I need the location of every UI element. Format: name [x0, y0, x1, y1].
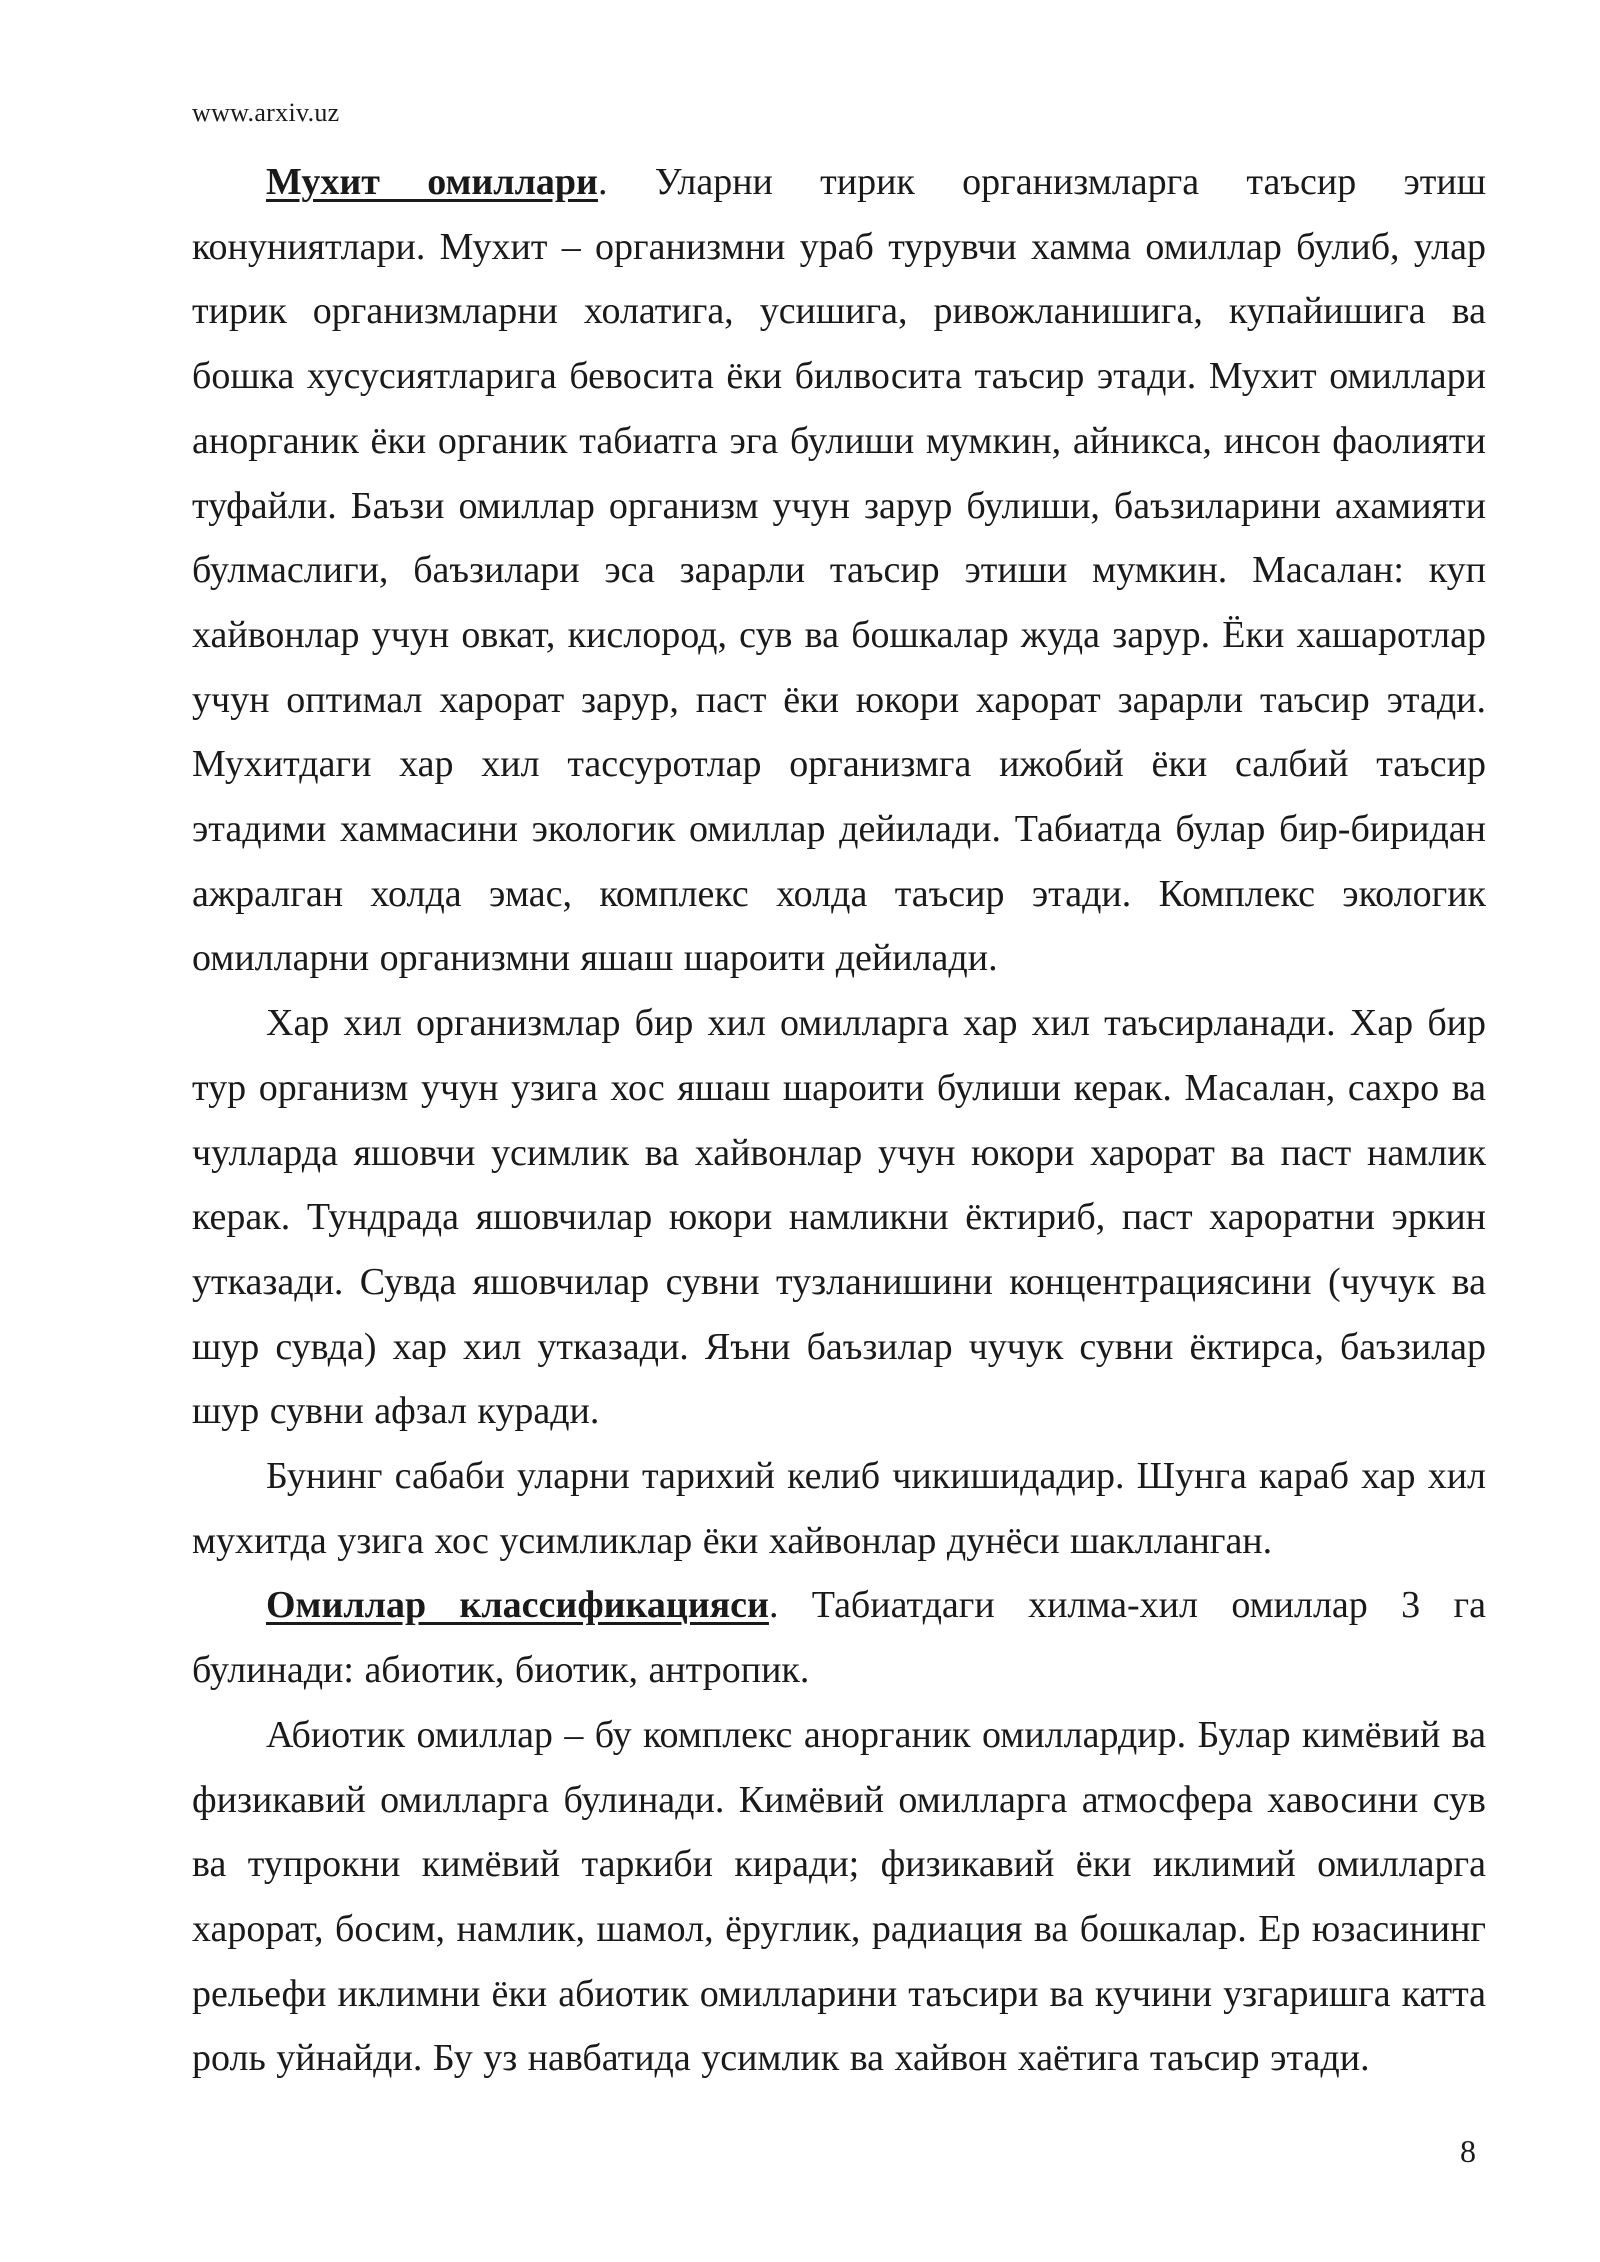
- paragraph-text: Табиатдаги хилма-хил омиллар 3 га булинади: абиотик, биотик, антропик.: [192, 1584, 1486, 1692]
- site-header[interactable]: www.arxiv.uz: [192, 98, 340, 127]
- paragraph-text: Абиотик омиллар – бу комплекс анорганик омиллардир. Булар кимёвий ва физикавий омилларга булинади. Кимёвий омилларга атмосфера хавосини сув ва тупрокни кимёвий таркиби киради; физикавий ёки иклимий омилларга харорат, босим, намлик, шамол, ёруглик, радиация ва бошкалар. Ер юзасининг рельефи иклимни ёки абиотик омилларини таъсири ва кучини узгаришга катта роль уйнайди. Бу уз навбатида усимлик ва хайвон хаётига таъсир этади.: [192, 1713, 1486, 2080]
- paragraph-environment-factors: [192, 150, 1486, 991]
- paragraph-text: Бунинг сабаби уларни тарихий келиб чикишидадир. Шунга караб хар хил мухитда узига хос усимликлар ёки хайвонлар дунёси шаклланган.: [192, 1455, 1486, 1562]
- heading-punctuation: .: [768, 1584, 779, 1627]
- paragraph-historical-origin: [192, 1444, 1486, 1573]
- paragraph-organism-responses: [192, 991, 1486, 1444]
- paragraph-text: Хар хил организмлар бир хил омилларга хар хил таъсирланади. Хар бир тур организм учун узига хос яшаш шароити булиши керак. Масалан, сахро ва чулларда яшовчи усимлик ва хайвонлар учун юкори харорат ва паст намлик керак. Тундрада яшовчилар юкори намликни ёктириб, паст хароратни эркин утказади. Сувда яшовчилар сувни тузланишини концентрациясини (чучук ва шур сувда) хар хил утказади. Яъни баъзилар чучук сувни ёктирса, баъзилар шур сувни афзал куради.: [192, 1002, 1486, 1433]
- paragraph-abiotic-factors: [192, 1703, 1486, 2091]
- section-heading-factor-classification: Омиллар классификацияси: [266, 1584, 769, 1627]
- section-heading-environment-factors: Мухит омиллари: [266, 161, 598, 203]
- document-body: [192, 150, 1486, 2091]
- paragraph-text: Уларни тирик организмларга таъсир этиш конуниятлари. Мухит – организмни ураб турувчи хамма омиллар булиб, улар тирик организмларни холатига, усишига, ривожланишига, купайишига ва бошка хусусиятларига бевосита ёки билвосита таъсир этади. Мухит омиллари анорганик ёки органик табиатга эга булиши мумкин, айникса, инсон фаолияти туфайли. Баъзи омиллар организм учун зарур булиши, баъзиларини ахамияти булмаслиги, баъзилари эса зарарли таъсир этиши мумкин. Масалан: куп хайвонлар учун овкат, кислород, сув ва бошкалар жуда зарур. Ёки хашаротлар учун оптимал харорат зарур, паст ёки юкори харорат зарарли таъсир этади. Мухитдаги хар хил тассуротлар организмга ижобий ёки салбий таъсир этадими хаммасини экологик омиллар дейилади. Табиатда булар бир-биридан ажралган холда эмас, комплекс холда таъсир этади. Комплекс экологик омилларни организмни яшаш шароити дейилади.: [192, 161, 1486, 980]
- page-number: 8: [1460, 2133, 1476, 2169]
- paragraph-factor-classification: [192, 1573, 1486, 1702]
- heading-punctuation: .: [597, 161, 608, 203]
